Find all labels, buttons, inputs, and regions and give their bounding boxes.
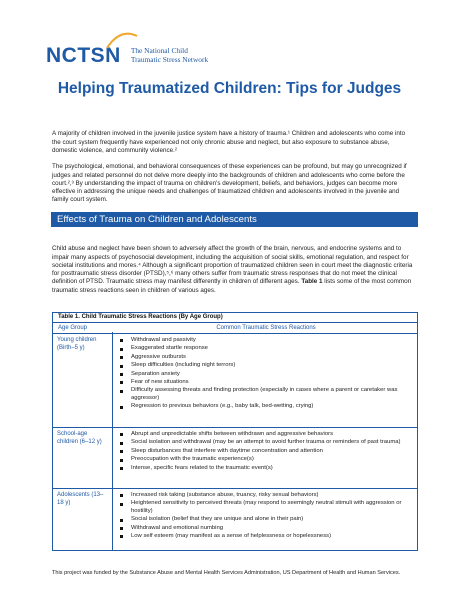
trauma-reactions-table bbox=[52, 312, 418, 551]
reaction-item: Heightened sensitivity to perceived threats (may respond to seemingly neutral stimuli with aggression or hostility) bbox=[117, 500, 413, 515]
reaction-item: Withdrawal and emotional numbing bbox=[117, 525, 413, 533]
age-group-cell: Adolescents (13–18 y) bbox=[57, 492, 104, 506]
table-row-young-children bbox=[53, 334, 417, 428]
header-age-group: Age Group bbox=[58, 325, 88, 331]
section-paragraph-text-end: lists some of the most common traumatic stress reactions seen in children of various ages. bbox=[52, 278, 412, 294]
reactions-list bbox=[117, 337, 413, 412]
reaction-item: Aggressive outbursts bbox=[117, 354, 413, 362]
reaction-item: Abrupt and unpredictable shifts between withdrawn and aggressive behaviors bbox=[117, 431, 413, 439]
nctsn-logo bbox=[46, 44, 208, 68]
reaction-item: Increased risk taking (substance abuse, truancy, risky sexual behaviors) bbox=[117, 492, 413, 500]
reaction-item: Preoccupation with the traumatic experience(s) bbox=[117, 456, 413, 464]
header-reactions: Common Traumatic Stress Reactions bbox=[216, 325, 316, 331]
reaction-item: Difficulty assessing threats and finding protection (especially in cases where a parent or caretaker was aggressor) bbox=[117, 387, 413, 402]
page-title: Helping Traumatized Children: Tips for Judges bbox=[57, 80, 402, 97]
age-group-cell: School-age children (6–12 y) bbox=[57, 431, 102, 445]
table-reference: Table 1 bbox=[301, 278, 323, 286]
reaction-item: Withdrawal and passivity bbox=[117, 337, 413, 345]
logo-subtitle bbox=[131, 47, 208, 64]
reaction-item: Regression to previous behaviors (e.g., baby talk, bed-wetting, crying) bbox=[117, 403, 413, 411]
reactions-list bbox=[117, 492, 413, 541]
table-row-school-age bbox=[53, 428, 417, 489]
intro-paragraph-2: The psychological, emotional, and behavioral consequences of these experiences can be profound, but may go unrecognized if judges and related personnel do not delve more deeply into the backgrounds of children and adolescents who come before the court.²,³ By understanding the impact of trauma on children's development, beliefs, and behaviors, judges can become more effective in addressing the unique needs and challenges of traumatized children and adolescents involved in the juvenile and family court system. bbox=[52, 163, 407, 204]
reaction-item: Social isolation and withdrawal (may be an attempt to avoid further trauma or reminders of past trauma) bbox=[117, 439, 413, 447]
table-row-adolescents bbox=[53, 489, 417, 551]
table-caption: Table 1. Child Traumatic Stress Reactions (By Age Group) bbox=[53, 313, 417, 323]
reaction-item: Social isolation (belief that they are unique and alone in their pain) bbox=[117, 516, 413, 524]
age-group-cell: Young children (Birth–5 y) bbox=[57, 337, 97, 351]
logo-subtitle-line1: The National Child bbox=[130, 46, 188, 56]
section-paragraph-text: Child abuse and neglect have been shown to adversely affect the growth of the brain, nervous, and endocrine systems and to impair many aspects of psychosocial development, including the acquisition of social skills, emotional regulation, and respect for societal institutions and mores.⁴ Although a significant proportion of traumatized children seen in court meet the diagnostic criteria for posttraumatic stress disorder (PTSD),⁵,⁶ many others suffer from traumatic stress responses that do not meet the clinical definition of PTSD. Traumatic stress may manifest differently in children of different ages. bbox=[52, 245, 413, 286]
reaction-item: Exaggerated startle response bbox=[117, 345, 413, 353]
reaction-item: Fear of new situations bbox=[117, 379, 413, 387]
funding-footer: This project was funded by the Substance Abuse and Mental Health Services Administration, US Department of Health and Human Services. bbox=[52, 569, 401, 576]
reaction-item: Low self esteem (may manifest as a sense of helplessness or hopelessness) bbox=[117, 533, 413, 541]
logo-arc-icon bbox=[106, 30, 138, 50]
table-header bbox=[53, 323, 417, 334]
section-heading: Effects of Trauma on Children and Adolescents bbox=[51, 212, 418, 227]
section-paragraph bbox=[52, 245, 414, 295]
reaction-item: Sleep disturbances that interfere with daytime concentration and attention bbox=[117, 448, 413, 456]
reaction-item: Sleep difficulties (including night terrors) bbox=[117, 362, 413, 370]
logo-wordmark: NCTSN bbox=[46, 44, 121, 68]
intro-paragraph-1: A majority of children involved in the juvenile justice system have a history of trauma.¹ Children and adolescents who come into the court system frequently have experienced not only chronic abuse and neglect, but also exposure to substance abuse, domestic violence, and community violence.² bbox=[52, 130, 406, 154]
logo-subtitle-line2: Traumatic Stress Network bbox=[130, 55, 209, 64]
reaction-item: Separation anxiety bbox=[117, 371, 413, 379]
reaction-item: Intense, specific fears related to the traumatic event(s) bbox=[117, 465, 413, 473]
reactions-list bbox=[117, 431, 413, 473]
